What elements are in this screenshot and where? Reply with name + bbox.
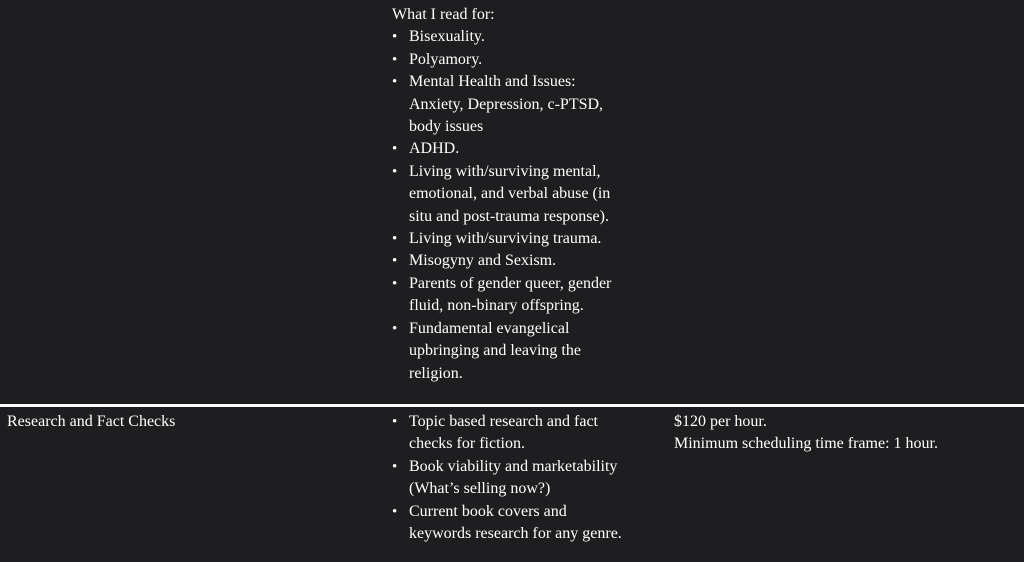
list-item-text: (What’s selling now?) [409,480,551,498]
list-item-text: Book viability and marketability [409,457,618,475]
minimum-time-text: Minimum scheduling time frame: 1 hour. [674,435,938,453]
price-text: $120 per hour. [674,413,767,430]
list-item-text: Fundamental evangelical [409,319,570,337]
list-item [392,161,667,228]
list-item-text: religion. [409,364,463,382]
reading-focus-list [392,26,667,385]
bullet-icon: • [392,163,398,180]
table-row-research [0,407,1024,562]
service-cell [7,411,377,433]
bullet-icon: • [392,231,398,248]
list-item [392,26,667,48]
bullet-icon: • [392,275,398,292]
service-name: Research and Fact Checks [7,413,176,430]
list-item [392,71,667,138]
list-item-text: Bisexuality. [409,28,485,46]
bullet-icon: • [392,51,398,68]
list-item-text: keywords research for any genre. [409,525,622,543]
list-item-text: Polyamory. [409,50,483,68]
price-cell [674,411,1019,456]
list-item [392,250,667,272]
bullet-icon: • [392,458,398,475]
list-item-text: body issues [409,118,484,136]
list-item [392,318,667,385]
bullet-icon: • [392,253,398,270]
bullet-icon: • [392,503,398,520]
list-item-text: Mental Health and Issues: [409,73,576,91]
list-item [392,411,667,456]
list-item-text: ADHD. [409,140,460,158]
list-item-text: Anxiety, Depression, c-PTSD, [409,95,604,113]
list-item [392,228,667,250]
list-item [392,138,667,160]
list-item-text: Misogyny and Sexism. [409,252,557,270]
list-item-text: checks for fiction. [409,435,525,453]
list-item-text: upbringing and leaving the [409,342,581,360]
details-cell [392,411,667,545]
list-item-text: situ and post-trauma response). [409,207,609,225]
list-item-text: fluid, non-binary offspring. [409,297,584,315]
reading-focus-heading: What I read for: [392,6,495,23]
list-item [392,273,667,318]
list-item-text: Topic based research and fact [409,413,598,430]
list-item-text: Living with/surviving trauma. [409,230,602,248]
list-item-text: emotional, and verbal abuse (in [409,185,611,203]
list-item [392,49,667,71]
bullet-icon: • [392,414,398,430]
bullet-icon: • [392,74,398,91]
details-cell [392,4,667,385]
list-item [392,501,667,546]
list-item-text: Current book covers and [409,502,567,520]
list-item [392,456,667,501]
bullet-icon: • [392,141,398,158]
research-details-list [392,411,667,545]
bullet-icon: • [392,320,398,337]
list-item-text: Parents of gender queer, gender [409,274,612,292]
bullet-icon: • [392,29,398,46]
list-item-text: Living with/surviving mental, [409,162,601,180]
